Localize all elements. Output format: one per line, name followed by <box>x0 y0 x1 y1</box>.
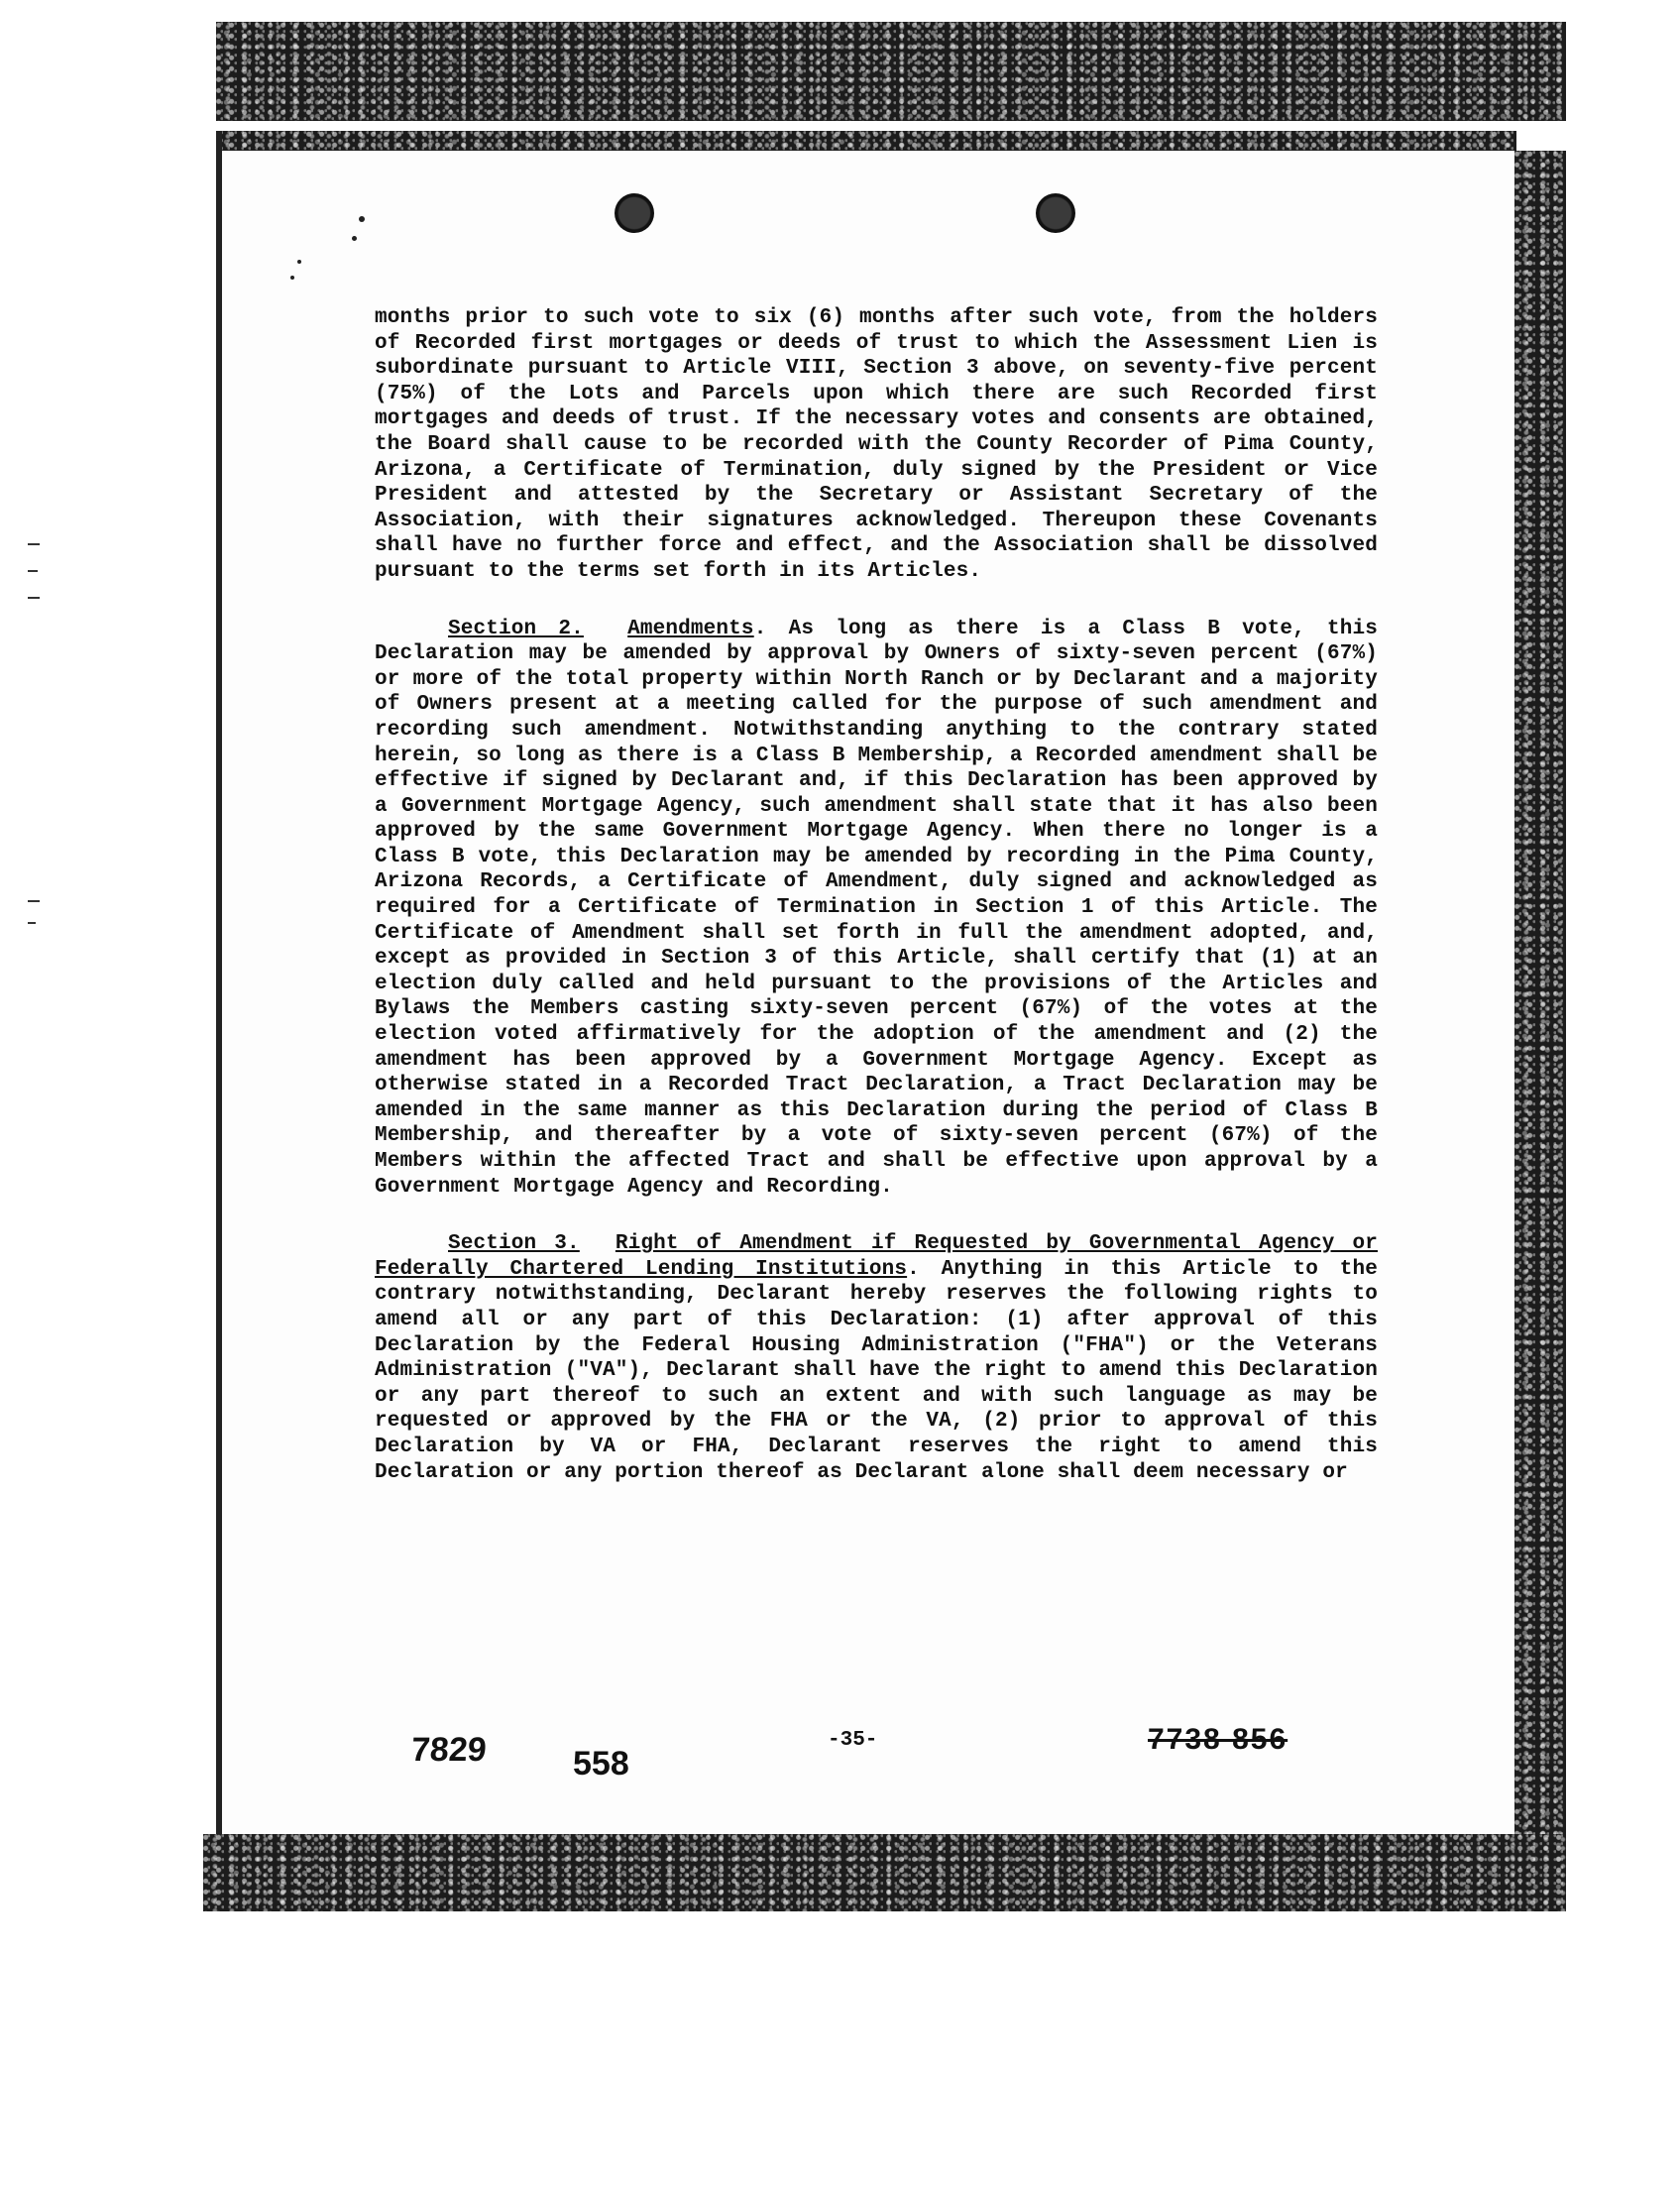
section-2-body: . As long as there is a Class B vote, this Declaration may be amended by approval by Owners of sixty-seven percent (67%) or more of the total property within North Ranch or by Declarant and a majority of Owners present at a meeting called for the purpose of such amendment and recording such amendment. Notwithstanding anything to the contrary stated herein, so long as there is a Class B Membership, a Recorded amendment shall be effective if signed by Declarant and, if this Declaration has been approved by a Government Mortgage Agency, such amendment shall state that it has also been approved by the same Government Mortgage Agency. When there no longer is a Class B vote, this Declaration may be amended by recording in the Pima County, Arizona Records, a Certificate of Amendment, duly signed and acknowledged as required for a Certificate of Termination in Section 1 of this Article. The Certificate of Amendment shall set forth in full the amendment adopted, and, except as provided in Section 3 of this Article, shall certify that (1) at an election duly called and held pursuant to the provisions of the Articles and Bylaws the Members casting sixty-seven percent (67%) of the votes at the election voted affirmatively for the adoption of the amendment and (2) the amendment has been approved by a Government Mortgage Agency. Except as otherwise stated in a Recorded Tract Declaration, a Tract Declaration may be amended in the same manner as this Declaration during the period of Class B Membership, and thereafter by a vote of sixty-seven percent (67%) of the Members within the affected Tract and shall be effective upon approval by a Government Mortgage Agency and Recording. <box>375 617 1378 1199</box>
document-body <box>375 305 1378 1485</box>
page-number: -35- <box>828 1729 878 1752</box>
scan-speck <box>290 276 294 280</box>
punch-hole-icon <box>615 193 654 233</box>
scan-border-top <box>216 22 1566 121</box>
scan-speck <box>359 216 365 222</box>
margin-mark <box>28 922 36 924</box>
section-2-paragraph <box>375 617 1378 1201</box>
struck-recording-number: 7738 856 <box>1148 1723 1288 1756</box>
scan-border-bottom <box>203 1834 1566 1911</box>
margin-mark <box>28 900 40 902</box>
scan-speck <box>352 236 357 241</box>
recording-page-number: 558 <box>573 1745 629 1783</box>
section-3-body: . Anything in this Article to the contrary notwithstanding, Declarant hereby reserves the following rights to amend all or any part of this Declaration: (1) after approval of this Declaration by the Federal Housing Administration ("FHA") or the Veterans Administration ("VA"), Declarant shall have the right to amend this Declaration or any part thereof to such an extent and with such language as may be requested or approved by the FHA or the VA, (2) prior to approval of this Declaration by VA or FHA, Declarant reserves the right to amend this Declaration or any portion thereof as Declarant alone shall deem necessary or <box>375 1257 1378 1484</box>
punch-hole-icon <box>1036 193 1075 233</box>
section-3-paragraph <box>375 1231 1378 1485</box>
section-2-title: Amendments <box>627 617 754 640</box>
section-1-continuation: months prior to such vote to six (6) months after such vote, from the holders of Recorded first mortgages or deeds of trust to which the Assessment Lien is subordinate pursuant to Article VIII, Section 3 above, on seventy-five percent (75%) of the Lots and Parcels upon which there are such Recorded first mortgages and deeds of trust. If the necessary votes and consents are obtained, the Board shall cause to be recorded with the County Recorder of Pima County, Arizona, a Certificate of Termination, duly signed by the President or Vice President and attested by the Secretary or Assistant Secretary of the Association, with their signatures acknowledged. Thereupon these Covenants shall have no further force and effect, and the Association shall be dissolved pursuant to the terms set forth in its Articles. <box>375 306 1378 583</box>
margin-mark <box>28 570 38 572</box>
margin-mark <box>28 597 40 599</box>
scan-border-right <box>1514 151 1566 1846</box>
margin-mark <box>28 543 40 545</box>
scan-border-top-inner <box>216 131 1516 153</box>
section-3-title: Right of Amendment if Requested by Governmental Agency or Federally Chartered Lending Institutions <box>375 1232 1378 1281</box>
recording-book-number: 7829 <box>409 1731 489 1769</box>
section-3-heading: Section 3. <box>448 1232 580 1256</box>
scan-speck <box>297 260 301 264</box>
section-2-heading: Section 2. <box>448 617 584 640</box>
